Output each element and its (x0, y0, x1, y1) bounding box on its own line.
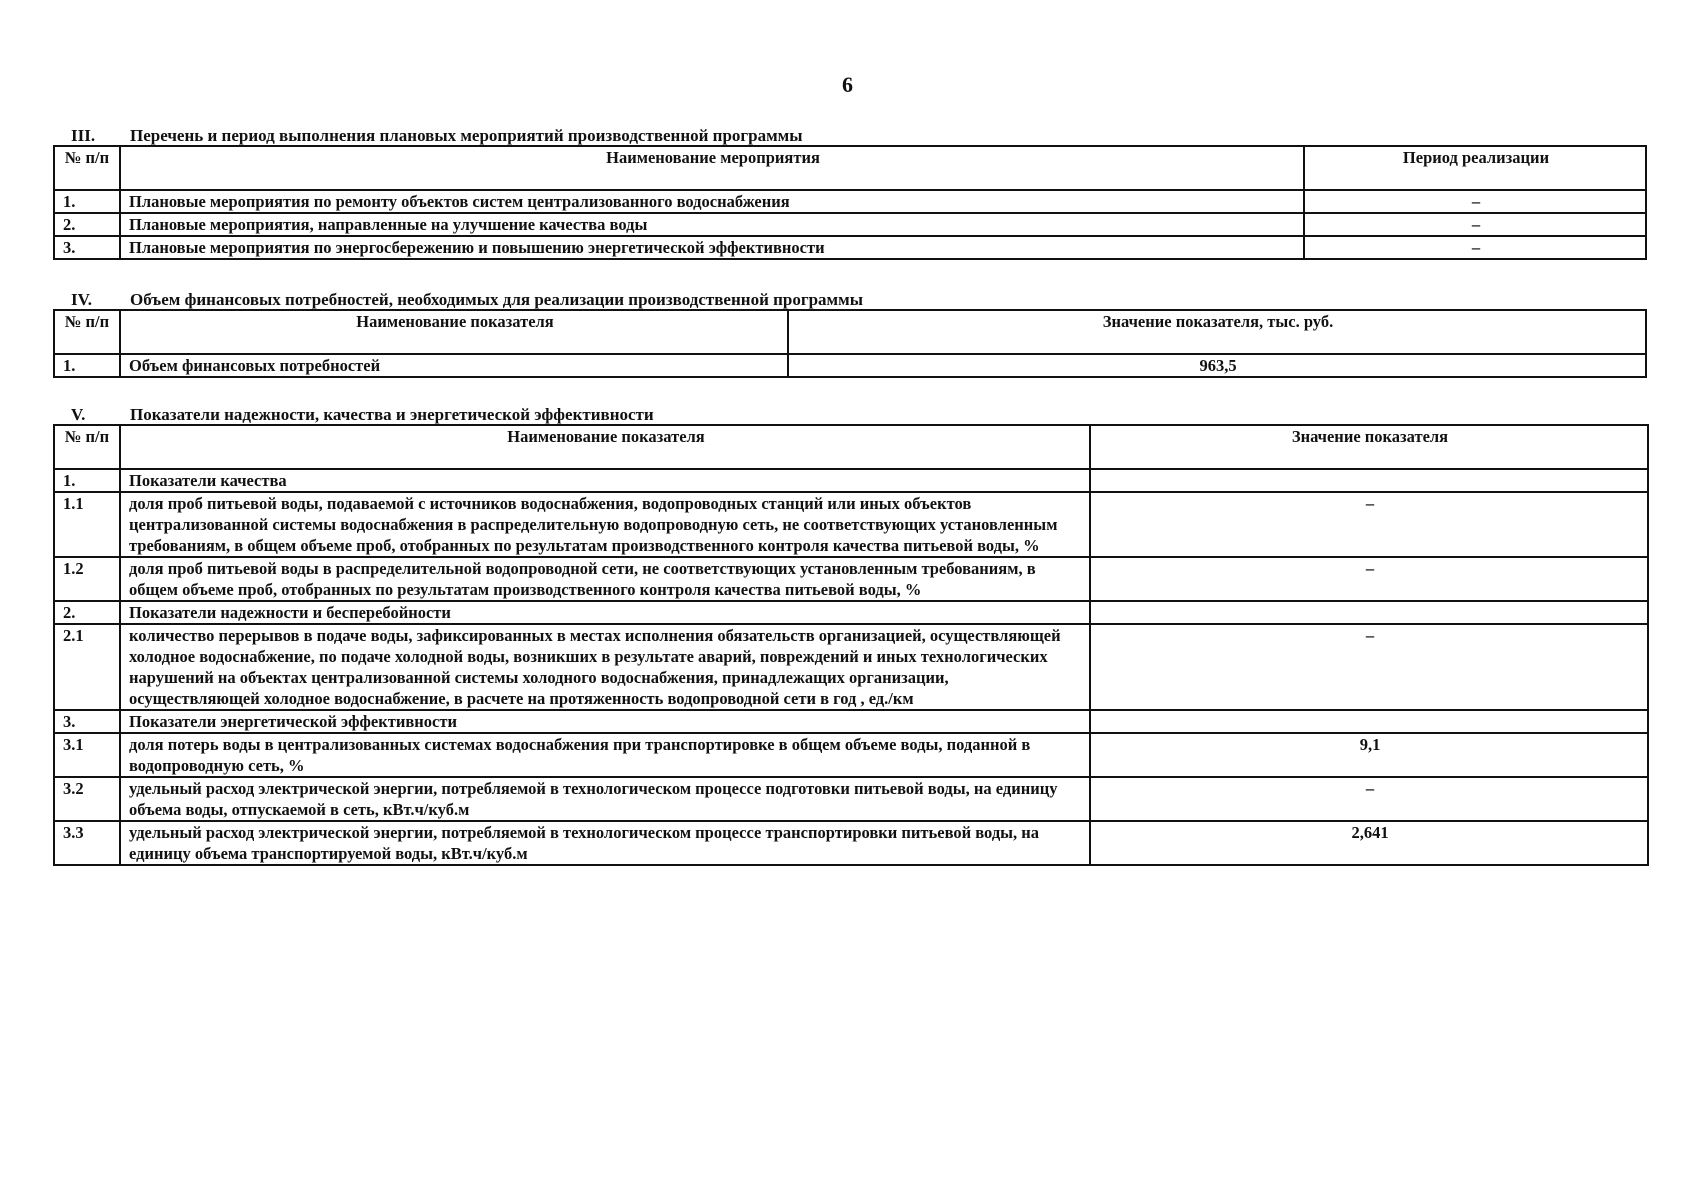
row-num: 2. (54, 213, 120, 236)
row-name: Показатели качества (120, 469, 1090, 492)
table-row (54, 557, 1648, 601)
activities-table (53, 145, 1647, 260)
header-indicator-value: Значение показателя (1090, 425, 1648, 469)
row-value: 2,641 (1090, 821, 1648, 865)
row-name: количество перерывов в подаче воды, зафиксированных в местах исполнения обязательств организацией, осуществляющей холодное водоснабжение, по подаче холодной воды, возникших в результате аварий, повреждений и иных технологических нарушений на объектах централизованной системы холодного водоснабжения, принадлежащих организации, осуществляющей холодное водоснабжение, в расчете на протяженность водопроводной сети в год , ед./км (120, 624, 1090, 710)
table-row (54, 190, 1646, 213)
table-row (54, 733, 1648, 777)
row-num: 2.1 (54, 624, 120, 710)
row-num: 1. (54, 354, 120, 377)
table-row (54, 601, 1648, 624)
section-financial-needs (53, 290, 1647, 378)
page-number: 6 (842, 72, 853, 97)
row-num: 3. (54, 236, 120, 259)
row-value: – (1090, 777, 1648, 821)
row-num: 1.1 (54, 492, 120, 557)
row-period: – (1304, 190, 1646, 213)
financial-table (53, 309, 1647, 378)
table-header-row (54, 146, 1646, 190)
row-num: 1.2 (54, 557, 120, 601)
table-row (54, 710, 1648, 733)
header-indicator-value: Значение показателя, тыс. руб. (788, 310, 1646, 354)
section-title: Показатели надежности, качества и энергетической эффективности (130, 405, 654, 424)
row-num: 3.2 (54, 777, 120, 821)
table-row (54, 213, 1646, 236)
row-name: Показатели энергетической эффективности (120, 710, 1090, 733)
row-name: доля потерь воды в централизованных системах водоснабжения при транспортировке в общем объеме воды, поданной в водопроводную сеть, % (120, 733, 1090, 777)
row-period: – (1304, 213, 1646, 236)
table-header-row (54, 425, 1648, 469)
table-row (54, 777, 1648, 821)
row-num: 3. (54, 710, 120, 733)
row-value (1090, 710, 1648, 733)
table-row (54, 469, 1648, 492)
table-row (54, 236, 1646, 259)
row-name: доля проб питьевой воды, подаваемой с источников водоснабжения, водопроводных станций или иных объектов централизованной системы водоснабжения в распределительную водопроводную сеть, не соответствующих установленным требованиям, в общем объеме проб, отобранных по результатам производственного контроля качества питьевой воды, % (120, 492, 1090, 557)
section-number: IV. (71, 290, 92, 309)
header-activity-name: Наименование мероприятия (120, 146, 1304, 190)
row-name: доля проб питьевой воды в распределительной водопроводной сети, не соответствующих установленным требованиям, в общем объеме проб, отобранных по результатам производственного контроля качества питьевой воды, % (120, 557, 1090, 601)
indicators-table (53, 424, 1649, 866)
table-row (54, 354, 1646, 377)
row-num: 1. (54, 190, 120, 213)
header-num: № п/п (54, 425, 120, 469)
row-name: Показатели надежности и бесперебойности (120, 601, 1090, 624)
row-name: удельный расход электрической энергии, потребляемой в технологическом процессе транспортировки питьевой воды, на единицу объема транспортируемой воды, кВт.ч/куб.м (120, 821, 1090, 865)
row-num: 3.1 (54, 733, 120, 777)
header-indicator-name: Наименование показателя (120, 425, 1090, 469)
section-title: Объем финансовых потребностей, необходимых для реализации производственной программы (130, 290, 863, 309)
header-indicator-name: Наименование показателя (120, 310, 788, 354)
row-value: 9,1 (1090, 733, 1648, 777)
section-number: III. (71, 126, 96, 145)
section-indicators (53, 405, 1649, 866)
section-heading (53, 290, 1647, 309)
row-value: – (1090, 624, 1648, 710)
row-name: Плановые мероприятия, направленные на улучшение качества воды (120, 213, 1304, 236)
section-title: Перечень и период выполнения плановых мероприятий производственной программы (130, 126, 803, 145)
row-num: 2. (54, 601, 120, 624)
header-num: № п/п (54, 146, 120, 190)
section-number: V. (71, 405, 86, 424)
row-name: Плановые мероприятия по ремонту объектов систем централизованного водоснабжения (120, 190, 1304, 213)
table-row (54, 821, 1648, 865)
row-value (1090, 469, 1648, 492)
header-num: № п/п (54, 310, 120, 354)
row-num: 3.3 (54, 821, 120, 865)
row-value (1090, 601, 1648, 624)
table-row (54, 624, 1648, 710)
header-period: Период реализации (1304, 146, 1646, 190)
section-heading (53, 126, 1647, 145)
table-row (54, 492, 1648, 557)
row-num: 1. (54, 469, 120, 492)
row-name: удельный расход электрической энергии, потребляемой в технологическом процессе подготовки питьевой воды, на единицу объема воды, отпускаемой в сеть, кВт.ч/куб.м (120, 777, 1090, 821)
section-planned-activities (53, 126, 1647, 260)
row-value: – (1090, 492, 1648, 557)
section-heading (53, 405, 1649, 424)
row-value: 963,5 (788, 354, 1646, 377)
row-period: – (1304, 236, 1646, 259)
row-name: Плановые мероприятия по энергосбережению и повышению энергетической эффективности (120, 236, 1304, 259)
table-header-row (54, 310, 1646, 354)
row-name: Объем финансовых потребностей (120, 354, 788, 377)
row-value: – (1090, 557, 1648, 601)
